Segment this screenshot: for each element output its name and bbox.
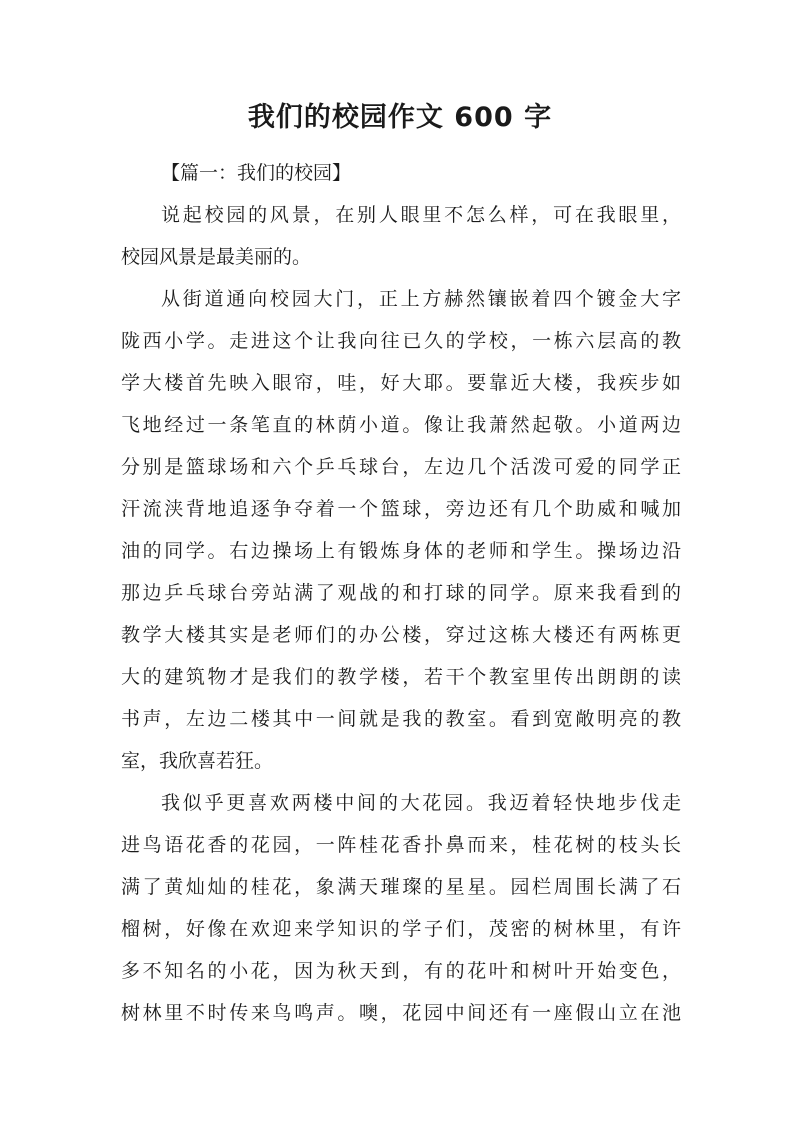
paragraph-line: 大的建筑物才是我们的教学楼，若干个教室里传出朗朗的读 [121,666,681,688]
paragraph-line: 汗流浃背地追逐争夺着一个篮球，旁边还有几个助威和喊加 [121,498,681,520]
paragraph-line: 校园风景是最美丽的。 [121,246,312,268]
document-body [121,152,681,1034]
paragraph-line: 室，我欣喜若狂。 [121,750,274,772]
paragraph-line: 树林里不时传来鸟鸣声。噢，花园中间还有一座假山立在池 [121,1002,681,1024]
paragraph-line: 飞地经过一条笔直的林荫小道。像让我萧然起敬。小道两边 [121,414,681,436]
paragraph-line: 我似乎更喜欢两楼中间的大花园。我迈着轻快地步伐走 [161,792,681,814]
paragraph-line: 满了黄灿灿的桂花，象满天璀璨的星星。园栏周围长满了石 [121,876,681,898]
paragraph-line: 书声，左边二楼其中一间就是我的教室。看到宽敞明亮的教 [121,708,681,730]
paragraph-line: 进鸟语花香的花园，一阵桂花香扑鼻而来，桂花树的枝头长 [121,834,681,856]
paragraph-line: 多不知名的小花，因为秋天到，有的花叶和树叶开始变色， [121,960,681,982]
document-title: 我们的校园作文 600 字 [247,102,553,133]
paragraph-line: 分别是篮球场和六个乒乓球台，左边几个活泼可爱的同学正 [121,456,681,478]
section-heading: 【篇一：我们的校园】 [161,162,352,184]
paragraph-line: 油的同学。右边操场上有锻炼身体的老师和学生。操场边沿 [121,540,681,562]
paragraph-3 [121,782,681,1034]
paragraph-1 [121,194,681,278]
paragraph-line: 榴树，好像在欢迎来学知识的学子们，茂密的树林里，有许 [121,918,681,940]
paragraph-line: 教学大楼其实是老师们的办公楼，穿过这栋大楼还有两栋更 [121,624,681,646]
paragraph-line: 说起校园的风景，在别人眼里不怎么样，可在我眼里， [161,204,681,226]
paragraph-line: 学大楼首先映入眼帘，哇，好大耶。要靠近大楼，我疾步如 [121,372,681,394]
paragraph-line: 陇西小学。走进这个让我向往已久的学校，一栋六层高的教 [121,330,681,352]
paragraph-line: 从街道通向校园大门，正上方赫然镶嵌着四个镀金大字 [161,288,681,310]
paragraph-line: 那边乒乓球台旁站满了观战的和打球的同学。原来我看到的 [121,582,681,604]
paragraph-2 [121,278,681,782]
